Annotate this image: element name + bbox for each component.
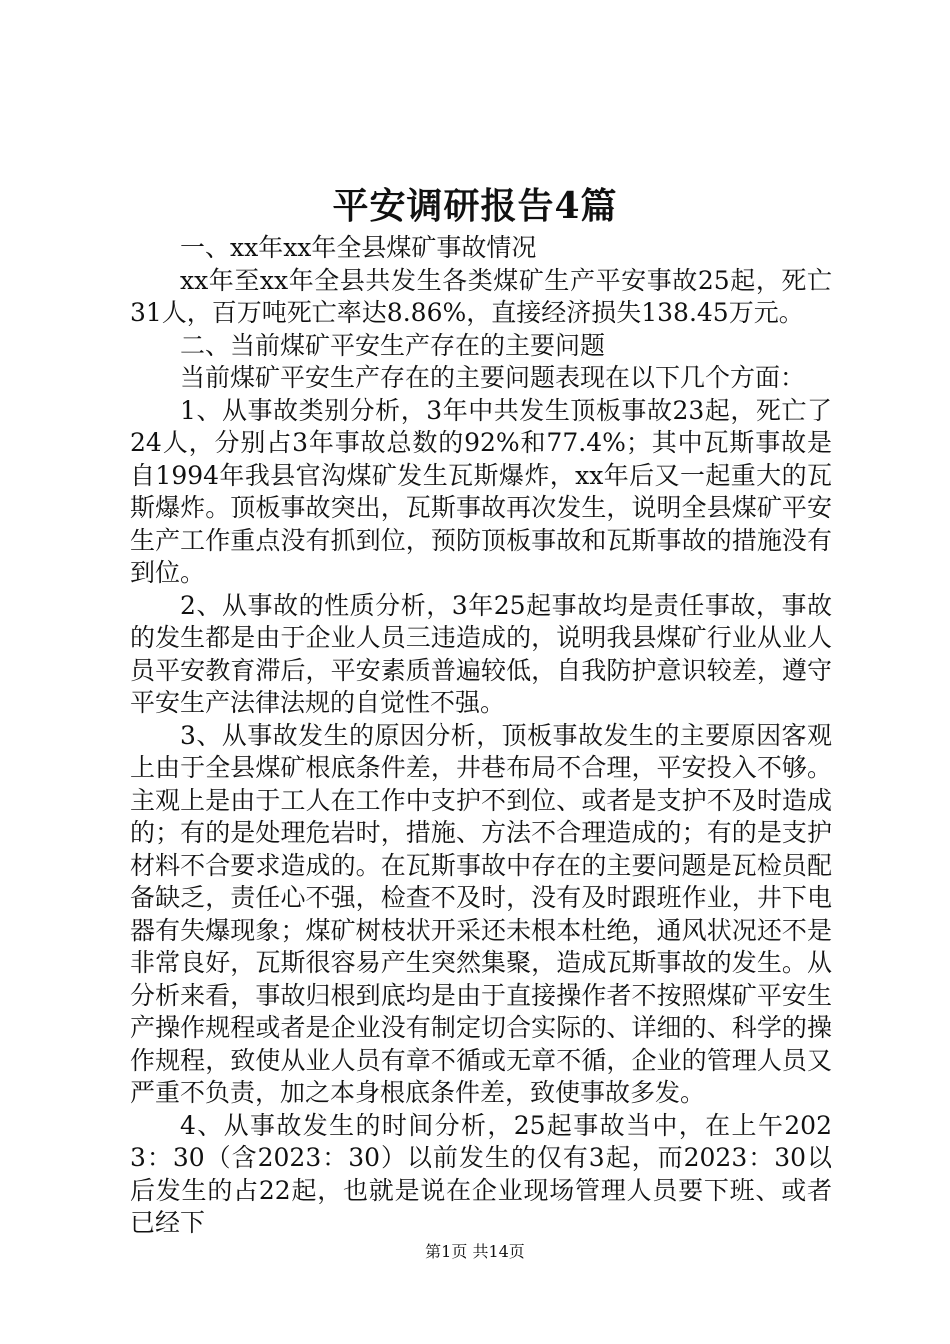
body-paragraph: 3、从事故发生的原因分析，顶板事故发生的主要原因客观上由于全县煤矿根底条件差，井巷布局不合理，平安投入不够。主观上是由于工人在工作中支护不到位、或者是支护不及时造成的；有的是处理危岩时，措施、方法不合理造成的；有的是支护材料不合要求造成的。在瓦斯事故中存在的主要问题是瓦检员配备缺乏，责任心不强，检查不及时，没有及时跟班作业，井下电器有失爆现象；煤矿树枝状开采还未根本杜绝，通风状况还不是非常良好，瓦斯很容易产生突然集聚，造成瓦斯事故的发生。从分析来看，事故归根到底均是由于直接操作者不按照煤矿平安生产操作规程或者是企业没有制定切合实际的、详细的、科学的操作规程，致使从业人员有章不循或无章不循，企业的管理人员又严重不负责，加之本身根底条件差，致使事故多发。 xyxy=(130,720,832,1107)
body-paragraph: 当前煤矿平安生产存在的主要问题表现在以下几个方面： xyxy=(180,363,806,392)
page-footer: 第1页 共14页 xyxy=(425,1242,525,1261)
document-title: 平安调研报告4篇 xyxy=(332,185,618,227)
body-paragraph: 1、从事故类别分析，3年中共发生顶板事故23起，死亡了24人，分别占3年事故总数的92%和77.4%；其中瓦斯事故是自1994年我县官沟煤矿发生瓦斯爆炸，xx年后又一起重大的瓦斯爆炸。顶板事故突出，瓦斯事故再次发生，说明全县煤矿平安生产工作重点没有抓到位，预防顶板事故和瓦斯事故的措施没有到位。 xyxy=(130,395,832,587)
body-paragraph: 4、从事故发生的时间分析，25起事故当中，在上午2023：30（含2023：30）以前发生的仅有3起，而2023：30以后发生的占22起，也就是说在企业现场管理人员要下班、或者已经下 xyxy=(130,1110,832,1237)
section-heading: 一、xx年xx年全县煤矿事故情况 xyxy=(180,233,537,262)
body-paragraph: xx年至xx年全县共发生各类煤矿生产平安事故25起，死亡31人，百万吨死亡率达8.86%，直接经济损失138.45万元。 xyxy=(130,265,832,327)
body-paragraph: 2、从事故的性质分析，3年25起事故均是责任事故，事故的发生都是由于企业人员三违造成的，说明我县煤矿行业从业人员平安教育滞后，平安素质普遍较低，自我防护意识较差，遵守平安生产法律法规的自觉性不强。 xyxy=(130,590,832,717)
section-heading: 二、当前煤矿平安生产存在的主要问题 xyxy=(180,330,606,360)
document-body xyxy=(130,232,832,1240)
